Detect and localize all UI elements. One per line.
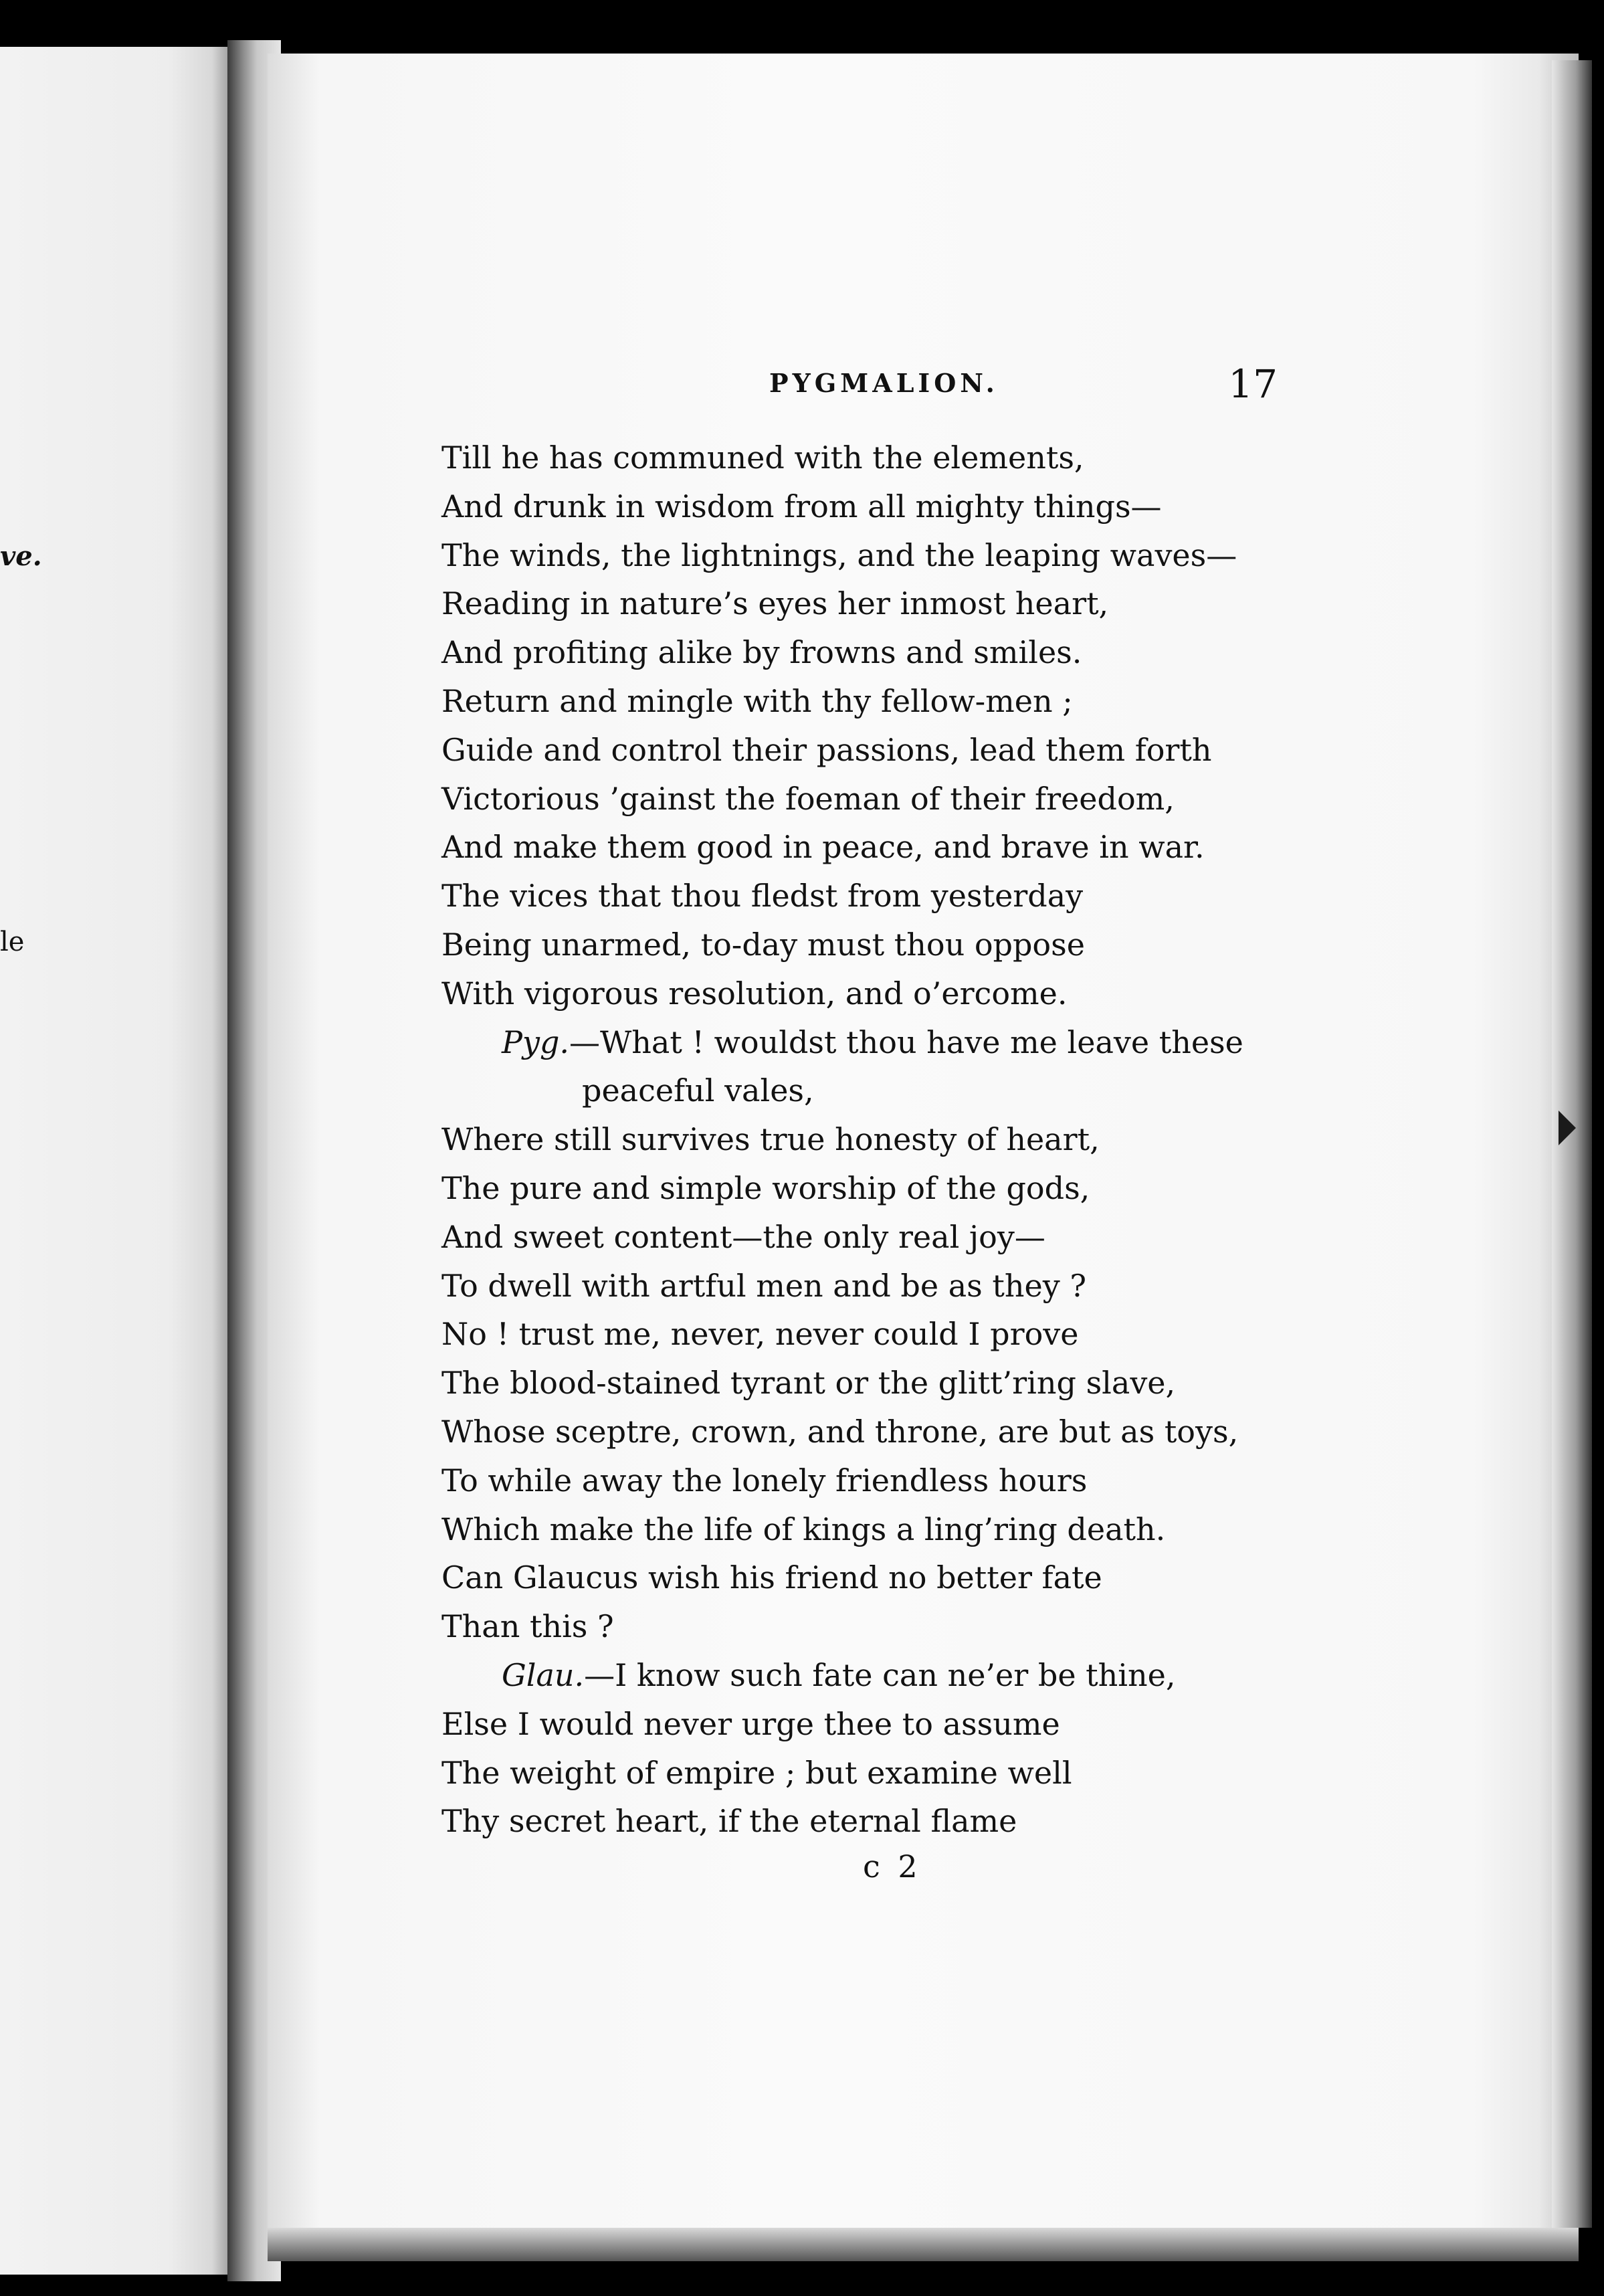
verse-line: No ! trust me, never, never could I prove — [441, 1316, 1079, 1353]
verse-line: The pure and simple worship of the gods, — [441, 1169, 1090, 1206]
verse-line: The vices that thou fledst from yesterday — [441, 878, 1084, 915]
verse-line: Till he has communed with the elements, — [441, 440, 1084, 476]
speech-text: —I know such fate can ne’er be thine, — [584, 1656, 1176, 1693]
verse-line-continuation: peaceful vales, — [582, 1072, 814, 1109]
verse-line: Reading in nature’s eyes her inmost heart, — [441, 585, 1109, 622]
speech-line — [441, 1018, 1298, 1067]
verse-line: To while away the lonely friendless hours — [441, 1462, 1088, 1499]
verse-line: And sweet content—the only real joy— — [441, 1218, 1045, 1255]
verse-line: The weight of empire ; but examine well — [441, 1754, 1072, 1791]
verse-line: Guide and control their passions, lead them forth — [441, 731, 1212, 768]
page-header — [769, 361, 1278, 408]
verse-line: Return and mingle with thy fellow-men ; — [441, 682, 1073, 719]
page-bottom-shadow — [268, 2228, 1579, 2261]
speaker-name: Glau. — [502, 1656, 585, 1693]
verse-line: Being unarmed, to-day must thou oppose — [441, 926, 1085, 963]
verse-line: And profiting alike by frowns and smiles. — [441, 634, 1082, 671]
page-marker — [1559, 1111, 1576, 1145]
verse-line: Can Glaucus wish his friend no better fate — [441, 1559, 1102, 1596]
verse-line: Thy secret heart, if the eternal flame — [441, 1803, 1017, 1840]
verse-line: Victorious ’gainst the foeman of their freedom, — [441, 780, 1175, 817]
verse-line: The blood-stained tyrant or the glitt’ring slave, — [441, 1365, 1176, 1402]
verse-line: And drunk in wisdom from all mighty things— — [441, 488, 1162, 524]
previous-page-fragment: ve. — [0, 541, 42, 572]
verse-line: Where still survives true honesty of heart, — [441, 1121, 1100, 1158]
verse-line: Which make the life of kings a ling’ring death. — [441, 1511, 1166, 1547]
verse-line: Than this ? — [441, 1608, 614, 1645]
speech-text: —What ! wouldst thou have me leave these — [569, 1024, 1243, 1060]
page-number: 17 — [1228, 361, 1278, 407]
verse-line: And make them good in peace, and brave in war. — [441, 829, 1205, 866]
verse-line: With vigorous resolution, and o’ercome. — [441, 975, 1068, 1012]
previous-page-fragment: le — [0, 927, 25, 957]
verse-line: Whose sceptre, crown, and throne, are but as toys, — [441, 1413, 1239, 1450]
speech-line — [441, 1651, 1298, 1700]
verse-text — [441, 434, 1298, 1846]
speaker-name: Pyg. — [502, 1024, 570, 1060]
previous-page-edge — [0, 47, 241, 2275]
verse-line: To dwell with artful men and be as they ? — [441, 1267, 1086, 1304]
verse-line: The winds, the lightnings, and the leaping waves— — [441, 537, 1237, 573]
signature-mark: c 2 — [863, 1848, 922, 1885]
verse-line: Else I would never urge thee to assume — [441, 1705, 1060, 1742]
running-head: PYGMALION. — [769, 368, 999, 398]
